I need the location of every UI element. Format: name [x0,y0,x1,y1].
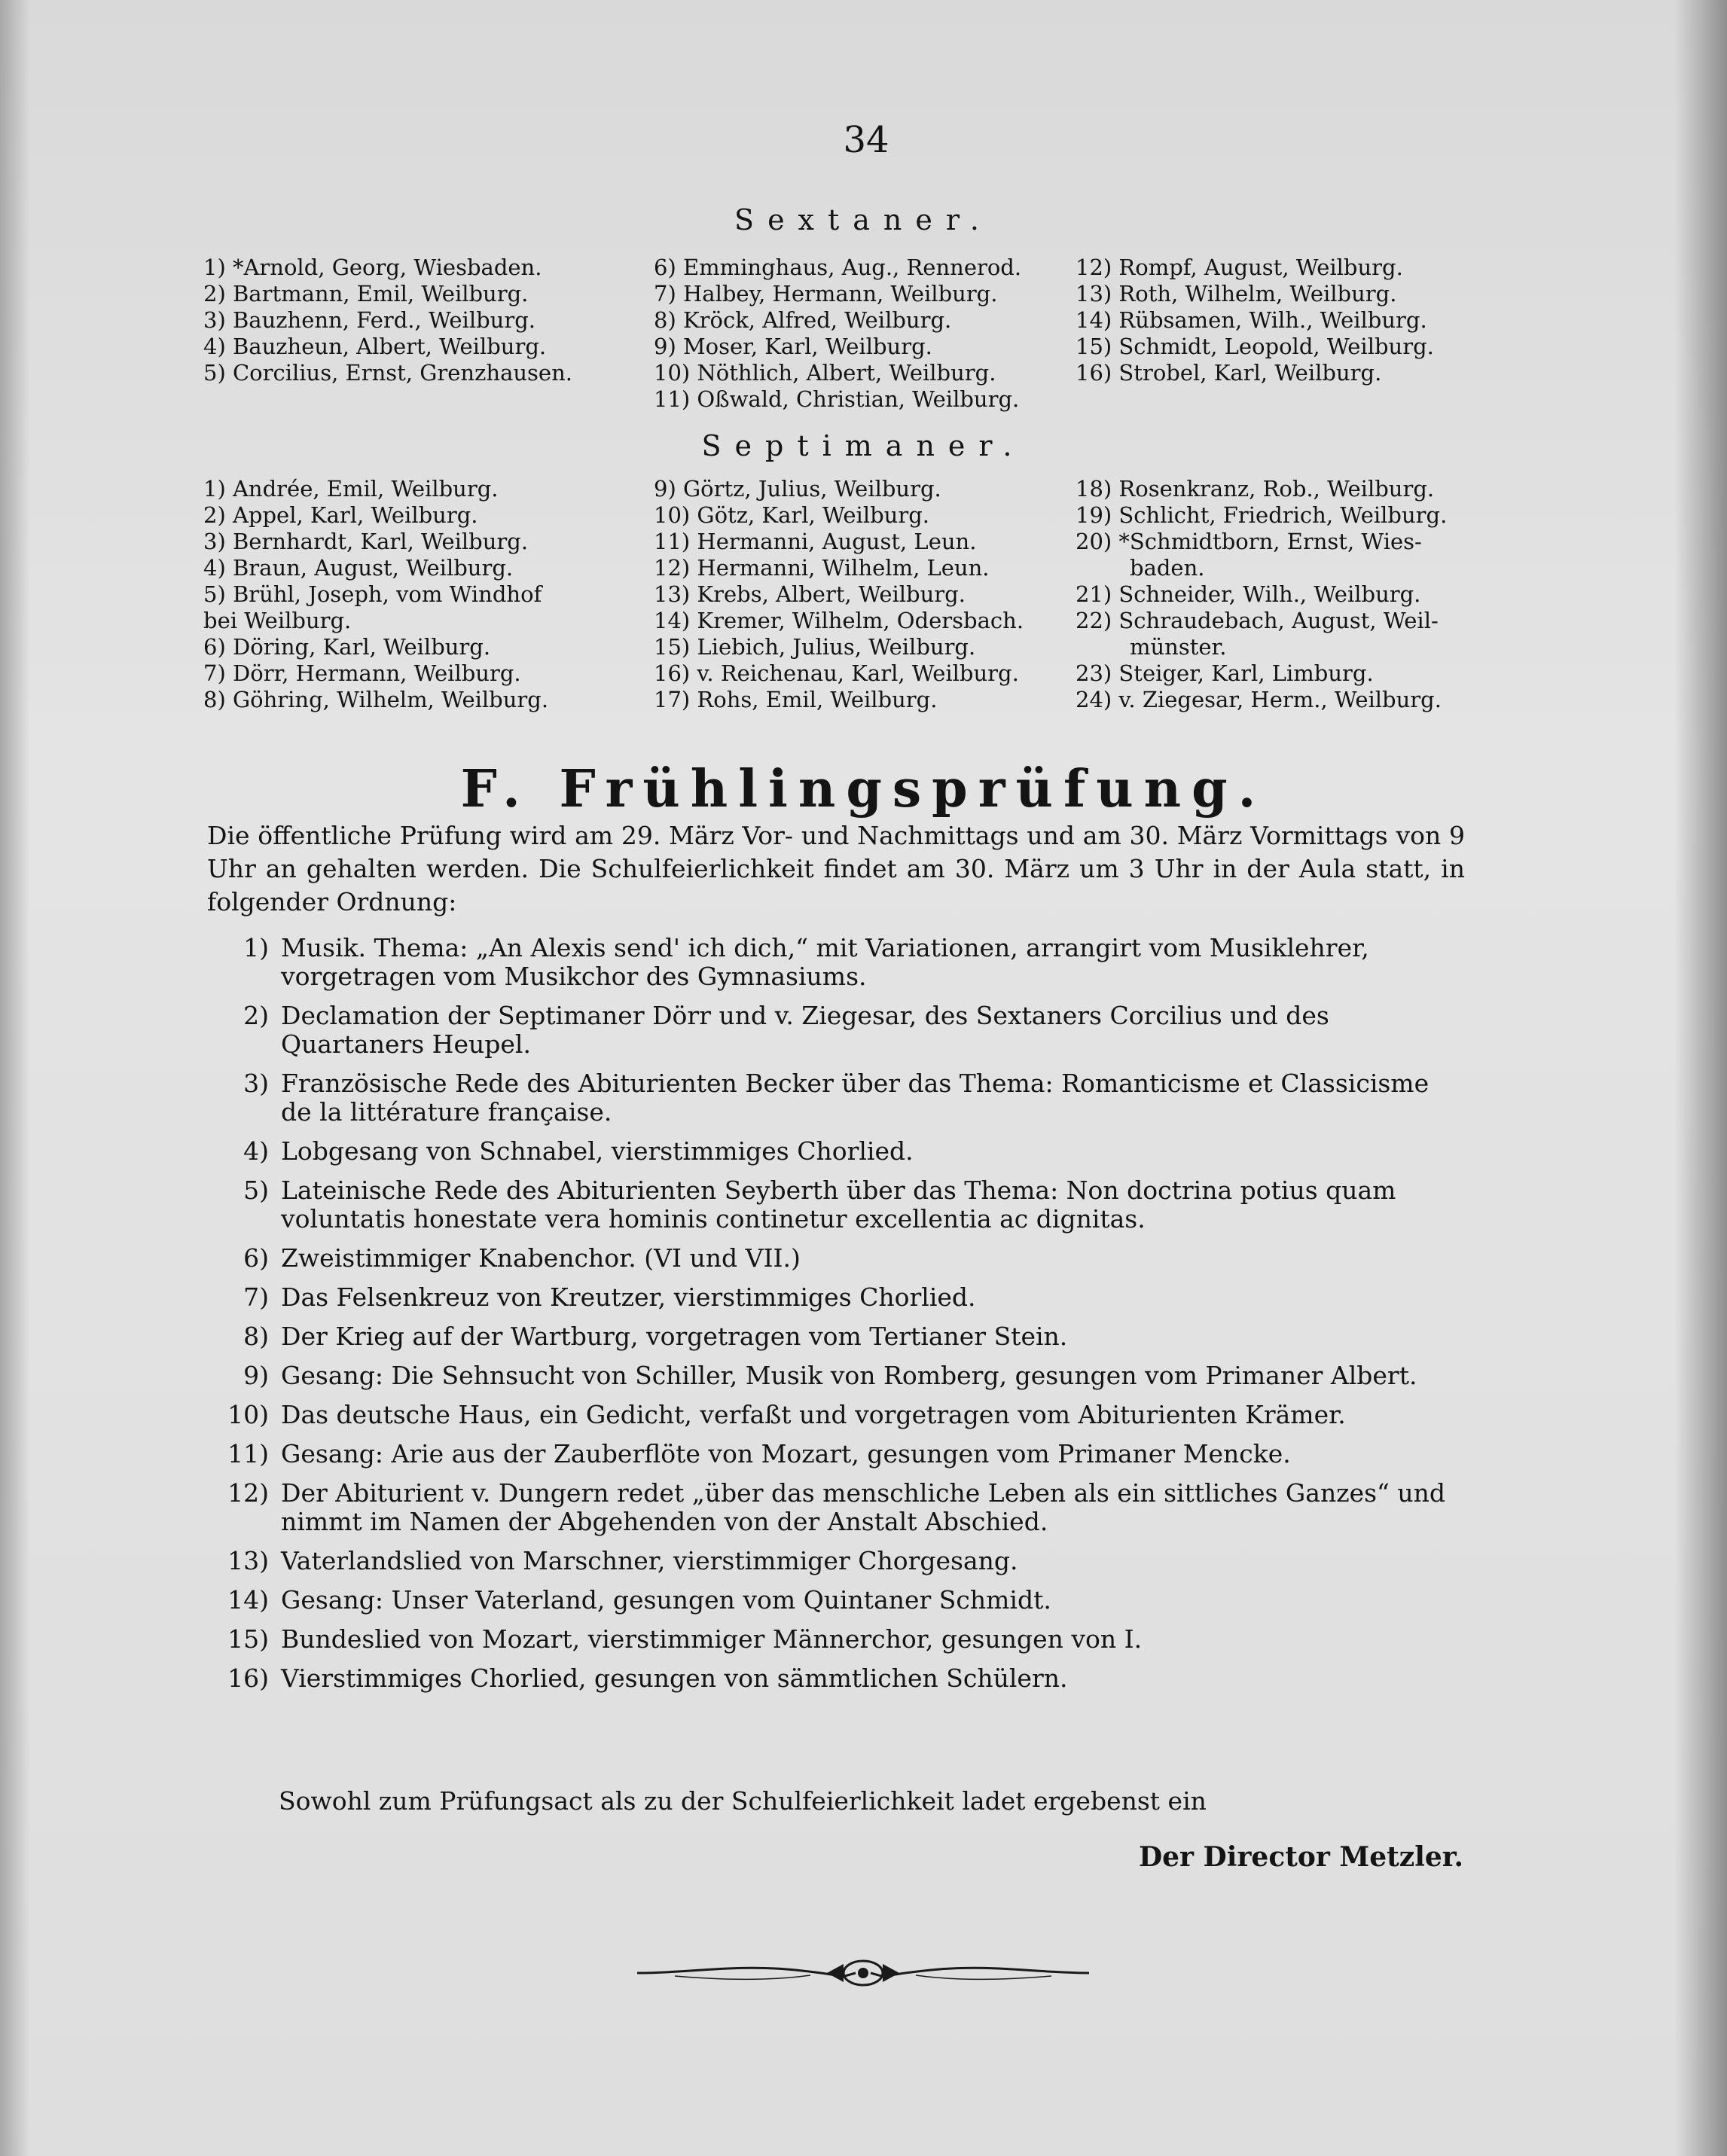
list-item: 13) Roth, Wilhelm, Weilburg. [1076,281,1397,306]
program-number: 15) [227,1624,269,1654]
list-item: 24) v. Ziegesar, Herm., Weilburg. [1076,687,1442,712]
program-text: Lateinische Rede des Abiturienten Seyberth über das Thema: Non doctrina potius quam voluntatis honestate vera hominis continetur excellentia ac dignitas. [281,1176,1396,1234]
list-item: 14) Rübsamen, Wilh., Weilburg. [1076,307,1427,333]
program-item [207,1244,1465,1273]
list-item: 2) Appel, Karl, Weilburg. [203,502,478,528]
program-number: 10) [227,1400,269,1429]
program-item [207,1625,1465,1654]
page-number: 34 [843,119,889,161]
list-item: 1) *Arnold, Georg, Wiesbaden. [203,255,542,280]
list-item: 16) Strobel, Karl, Weilburg. [1076,360,1382,386]
program-number: 6) [243,1243,269,1273]
list-item: 10) Götz, Karl, Weilburg. [654,502,929,528]
program-item [207,1586,1465,1615]
program-item [207,1401,1465,1429]
list-item: 6) Döring, Karl, Weilburg. [203,634,491,660]
section-f-intro: Die öffentliche Prüfung wird am 29. März Vor- und Nachmittags und am 30. März Vormittags von 9 Uhr an gehalten werden. Die Schulfeierlichkeit findet am 30. März um 3 Uhr in der Aula statt, in folgender Ordnung: [207,821,1465,916]
septimaner-col-1 [203,476,548,713]
program-text: Der Krieg auf der Wartburg, vorgetragen vom Tertianer Stein. [281,1322,1068,1351]
list-item: 4) Braun, August, Weilburg. [203,555,514,581]
list-item: 20) *Schmidtborn, Ernst, Wies- [1076,529,1422,554]
program-item [207,1322,1465,1351]
director-signature: Der Director Metzler. [1138,1841,1463,1873]
program-text: Der Abiturient v. Dungern redet „über das menschliche Leben als ein sittliches Ganzes“ und nimmt im Namen der Abgehenden von der Anstalt Abschied. [281,1478,1446,1536]
program-text: Vaterlandslied von Marschner, vierstimmiger Chorgesang. [281,1546,1018,1575]
program-number: 2) [243,1001,269,1030]
list-item: 15) Schmidt, Leopold, Weilburg. [1076,334,1434,359]
program-item [207,1069,1465,1127]
invitation-text: Sowohl zum Prüfungsact als zu der Schulfeierlichkeit ladet ergebenst ein [279,1786,1207,1816]
list-item: 14) Kremer, Wilhelm, Odersbach. [654,608,1024,633]
program-number: 7) [243,1282,269,1312]
program-text: Lobgesang von Schnabel, vierstimmiges Chorlied. [281,1136,914,1166]
program-item [207,1283,1465,1312]
program-number: 9) [243,1361,269,1390]
list-item: 12) Hermanni, Wilhelm, Leun. [654,555,990,581]
list-item: 3) Bauzhenn, Ferd., Weilburg. [203,307,535,333]
program-number: 12) [227,1478,269,1508]
list-item: 16) v. Reichenau, Karl, Weilburg. [654,660,1019,686]
program-number: 11) [227,1439,269,1468]
sextaner-col-3 [1076,255,1434,386]
program-text: Das Felsenkreuz von Kreutzer, vierstimmiges Chorlied. [281,1282,976,1312]
program-text: Französische Rede des Abiturienten Becker über das Thema: Romanticisme et Classicisme de la littérature française. [281,1069,1430,1127]
list-item: 11) Oßwald, Christian, Weilburg. [654,386,1020,412]
list-item: 8) Göhring, Wilhelm, Weilburg. [203,687,549,712]
program-item [207,1137,1465,1166]
septimaner-col-3 [1076,476,1447,713]
program-text: Declamation der Septimaner Dörr und v. Ziegesar, des Sextaners Corcilius und des Quartaners Heupel. [281,1001,1329,1059]
program-item [207,934,1465,991]
list-item: 7) Dörr, Hermann, Weilburg. [203,660,521,686]
program-number: 16) [227,1664,269,1693]
list-item: 4) Bauzheun, Albert, Weilburg. [203,334,547,359]
program-text: Zweistimmiger Knabenchor. (VI und VII.) [281,1243,801,1273]
list-item: 22) Schraudebach, August, Weil- [1076,608,1439,633]
list-item: baden. [1130,555,1205,581]
program-text: Vierstimmiges Chorlied, gesungen von sämmtlichen Schülern. [281,1664,1068,1693]
list-item: 18) Rosenkranz, Rob., Weilburg. [1076,476,1435,502]
list-item: 6) Emminghaus, Aug., Rennerod. [654,255,1022,280]
list-item: 9) Görtz, Julius, Weilburg. [654,476,941,502]
program-text: Bundeslied von Mozart, vierstimmiger Männerchor, gesungen von I. [281,1624,1143,1654]
program-item [207,1664,1465,1693]
program-item [207,1440,1465,1468]
list-item: 8) Kröck, Alfred, Weilburg. [654,307,952,333]
list-item: 5) Brühl, Joseph, vom Windhof [203,581,542,607]
program-item [207,1002,1465,1059]
septimaner-heading: Septimaner. [701,429,1026,462]
list-item: 11) Hermanni, August, Leun. [654,529,977,554]
list-item: 10) Nöthlich, Albert, Weilburg. [654,360,996,386]
list-item: 1) Andrée, Emil, Weilburg. [203,476,499,502]
ornament-divider [630,1950,1097,1996]
sextaner-heading: Sextaner. [734,203,993,236]
sextaner-col-1 [203,255,572,386]
program-text: Gesang: Die Sehnsucht von Schiller, Musik von Romberg, gesungen vom Primaner Albert. [281,1361,1417,1390]
program-item [207,1362,1465,1390]
program-item [207,1547,1465,1575]
list-item: 3) Bernhardt, Karl, Weilburg. [203,529,529,554]
program-text: Gesang: Arie aus der Zauberflöte von Mozart, gesungen vom Primaner Mencke. [281,1439,1291,1468]
program-number: 5) [243,1176,269,1205]
sextaner-col-2 [654,255,1021,413]
list-item: 7) Halbey, Hermann, Weilburg. [654,281,998,306]
list-item: 15) Liebich, Julius, Weilburg. [654,634,976,660]
program-number: 4) [243,1136,269,1166]
list-item: 13) Krebs, Albert, Weilburg. [654,581,966,607]
program-item [207,1176,1465,1234]
list-item: 21) Schneider, Wilh., Weilburg. [1076,581,1421,607]
list-item: 12) Rompf, August, Weilburg. [1076,255,1403,280]
program-text: Gesang: Unser Vaterland, gesungen vom Quintaner Schmidt. [281,1585,1051,1615]
list-item: 9) Moser, Karl, Weilburg. [654,334,932,359]
program-text: Das deutsche Haus, ein Gedicht, verfaßt und vorgetragen vom Abiturienten Krämer. [281,1400,1346,1429]
list-item: 23) Steiger, Karl, Limburg. [1076,660,1374,686]
list-item: münster. [1130,634,1227,660]
program-number: 3) [243,1069,269,1098]
septimaner-col-2 [654,476,1024,713]
list-item: 2) Bartmann, Emil, Weilburg. [203,281,529,306]
list-item: bei Weilburg. [203,608,352,633]
program-text: Musik. Thema: „An Alexis send' ich dich,“ mit Variationen, arrangirt vom Musiklehrer, vorgetragen vom Musikchor des Gymnasiums. [281,933,1369,991]
program-item [207,1479,1465,1536]
list-item: 17) Rohs, Emil, Weilburg. [654,687,938,712]
section-f-heading: F. Frühlingsprüfung. [460,759,1267,819]
program-number: 14) [227,1585,269,1615]
program-number: 13) [227,1546,269,1575]
program-number: 8) [243,1322,269,1351]
program-number: 1) [243,933,269,962]
list-item: 19) Schlicht, Friedrich, Weilburg. [1076,502,1448,528]
list-item: 5) Corcilius, Ernst, Grenzhausen. [203,360,572,386]
program-list [207,934,1465,1703]
